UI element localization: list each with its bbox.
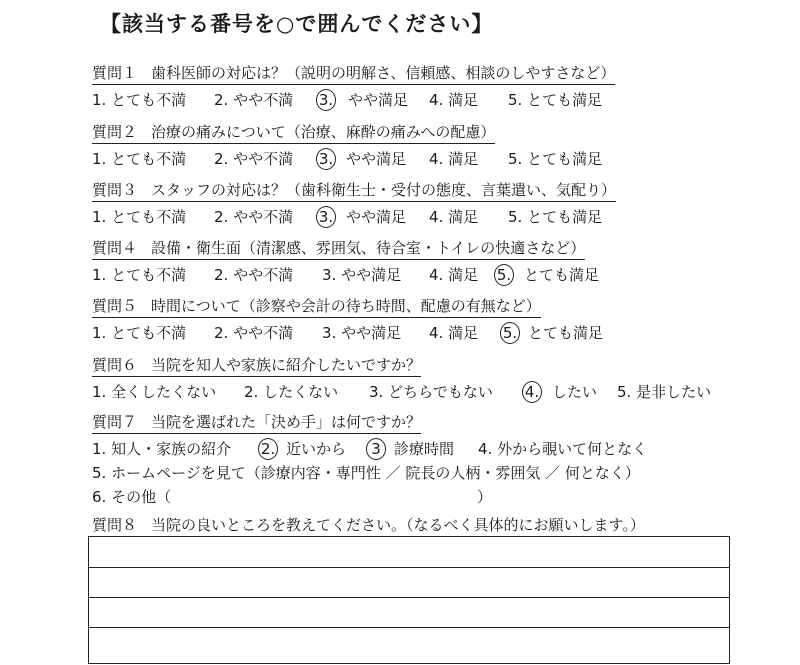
- option-1[interactable]: 1. 全くしたくない: [92, 383, 217, 401]
- option-5-selected[interactable]: [498, 264, 512, 286]
- question-2-options: [92, 148, 603, 170]
- option-1[interactable]: 1. 知人・家族の紹介: [92, 440, 232, 458]
- question-7-options-line-1: [92, 438, 648, 460]
- question-7-label: 質問７: [92, 413, 138, 431]
- question-4: [92, 237, 600, 286]
- question-4-title: [92, 237, 585, 260]
- option-2[interactable]: 2. したくない: [244, 383, 339, 401]
- selected-circle: 3: [366, 438, 386, 460]
- option-5[interactable]: 5. とても満足: [508, 208, 603, 226]
- question-5-options: [92, 322, 604, 344]
- option-3[interactable]: 3. やや満足: [322, 324, 402, 342]
- question-6-title: [92, 354, 421, 377]
- option-3-selected[interactable]: [370, 438, 384, 460]
- option-1[interactable]: 1. とても不満: [92, 208, 187, 226]
- free-text-answer-box[interactable]: [88, 536, 730, 664]
- question-5: [92, 295, 604, 344]
- selected-circle: 3.: [316, 148, 336, 170]
- ruled-line: [89, 567, 729, 568]
- question-1-text: 歯科医師の対応は？（説明の明解さ、信頼感、相談のしやすさなど）: [151, 64, 616, 82]
- option-1[interactable]: 1. とても不満: [92, 150, 187, 168]
- selected-circle: 3.: [316, 206, 336, 228]
- question-1-options: [92, 89, 615, 111]
- question-8-text: 当院の良いところを教えてください。（なるべく具体的にお願いします。）: [151, 516, 645, 534]
- question-4-options: [92, 264, 600, 286]
- option-4-label: したい: [552, 383, 598, 401]
- question-1-label: 質問１: [92, 64, 138, 82]
- question-4-label: 質問４: [92, 239, 138, 257]
- question-7-text: 当院を選ばれた「決め手」は何ですか？: [151, 413, 422, 431]
- question-6: [92, 354, 712, 403]
- question-6-label: 質問６: [92, 356, 138, 374]
- question-1: [92, 62, 615, 111]
- option-4[interactable]: 4. 満足: [429, 266, 479, 284]
- option-4[interactable]: 4. 満足: [429, 150, 479, 168]
- question-3: [92, 179, 616, 228]
- selected-circle: 4.: [522, 381, 542, 403]
- option-5[interactable]: 5. とても満足: [508, 150, 603, 168]
- option-2[interactable]: 2. やや不満: [214, 324, 294, 342]
- option-4-selected[interactable]: [526, 381, 540, 403]
- question-1-title: [92, 62, 615, 85]
- option-2[interactable]: 2. やや不満: [214, 150, 294, 168]
- option-5[interactable]: 5. 是非したい: [617, 383, 712, 401]
- question-3-title: [92, 179, 616, 202]
- option-4[interactable]: 4. 満足: [429, 208, 479, 226]
- option-3-label: やや満足: [346, 208, 407, 226]
- option-4[interactable]: 4. 満足: [429, 91, 479, 109]
- question-6-options: [92, 381, 712, 403]
- option-2-selected[interactable]: [262, 438, 276, 460]
- option-1[interactable]: 1. とても不満: [92, 91, 187, 109]
- question-2: [92, 121, 603, 170]
- question-3-text: スタッフの対応は？（歯科衛生士・受付の態度、言葉遣い、気配り）: [151, 181, 617, 199]
- selected-circle: 5.: [494, 264, 514, 286]
- option-5-selected[interactable]: [504, 322, 518, 344]
- question-7-option-5[interactable]: 5. ホームページを見て（診療内容・専門性 ／ 院長の人柄・雰囲気 ／ 何となく）: [92, 464, 640, 482]
- option-5-label: とても満足: [524, 266, 600, 284]
- option-2[interactable]: 2. やや不満: [214, 91, 294, 109]
- question-4-text: 設備・衛生面（清潔感、雰囲気、待合室・トイレの快適さなど）: [151, 239, 586, 257]
- option-3-label: 診療時間: [394, 440, 455, 458]
- question-5-text: 時間について（診察や会計の待ち時間、配慮の有無など）: [151, 297, 541, 315]
- option-3-label: やや満足: [348, 91, 409, 109]
- ruled-line: [89, 627, 729, 628]
- question-2-text: 治療の痛みについて（治療、麻酔の痛みへの配慮）: [151, 123, 496, 141]
- question-7: [92, 411, 648, 508]
- question-2-title: [92, 121, 495, 144]
- option-3[interactable]: 3. どちらでもない: [369, 383, 493, 401]
- selected-circle: 2.: [258, 438, 278, 460]
- option-1[interactable]: 1. とても不満: [92, 266, 187, 284]
- option-5-label: とても満足: [528, 324, 604, 342]
- option-5[interactable]: 5. とても満足: [508, 91, 603, 109]
- selected-circle: 5.: [500, 322, 520, 344]
- question-7-option-6[interactable]: [92, 486, 640, 508]
- question-5-title: [92, 295, 541, 318]
- question-5-label: 質問５: [92, 297, 138, 315]
- ruled-line: [89, 597, 729, 598]
- option-3-selected[interactable]: [320, 148, 334, 170]
- option-3-selected[interactable]: [320, 89, 334, 111]
- question-3-label: 質問３: [92, 181, 138, 199]
- question-7-title: [92, 411, 421, 434]
- option-2[interactable]: 2. やや不満: [214, 266, 294, 284]
- option-2-label: 近いから: [286, 440, 347, 458]
- question-6-text: 当院を知人や家族に紹介したいですか？: [151, 356, 422, 374]
- option-3[interactable]: 3. やや満足: [322, 266, 402, 284]
- option-3-selected[interactable]: [320, 206, 334, 228]
- option-6-label: 6. その他（: [92, 488, 172, 506]
- option-3-label: やや満足: [346, 150, 407, 168]
- page-title: 【該当する番号を○で囲んでください】: [100, 12, 494, 36]
- option-4[interactable]: 4. 満足: [429, 324, 479, 342]
- question-3-options: [92, 206, 616, 228]
- option-6-close-paren: ）: [477, 488, 493, 506]
- question-8: [92, 514, 645, 536]
- question-2-label: 質問２: [92, 123, 138, 141]
- selected-circle: 3.: [316, 89, 336, 111]
- option-2[interactable]: 2. やや不満: [214, 208, 294, 226]
- question-8-label: 質問８: [92, 516, 138, 534]
- option-4[interactable]: 4. 外から覗いて何となく: [478, 440, 648, 458]
- option-1[interactable]: 1. とても不満: [92, 324, 187, 342]
- question-8-title: [92, 514, 645, 536]
